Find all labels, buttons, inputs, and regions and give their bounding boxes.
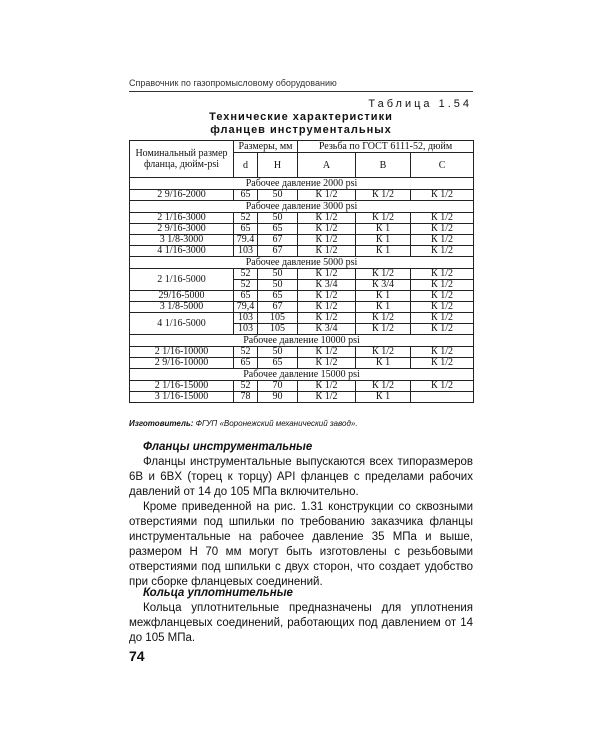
table-row [130, 302, 474, 313]
cell-h: 67 [258, 302, 298, 313]
group-title: Рабочее давление 5000 psi [130, 257, 474, 269]
group-row-15000 [130, 369, 474, 381]
cell-b: К 1 [356, 246, 411, 257]
cell-h: 50 [258, 190, 298, 201]
cell-d: 79.4 [234, 235, 258, 246]
cell-b: К 1 [356, 392, 411, 403]
cell-name: 4 1/16-3000 [130, 246, 234, 257]
cell-b: К 1/2 [356, 213, 411, 224]
header-c: C [411, 153, 474, 178]
cell-c: К 1/2 [411, 381, 474, 392]
cell-d: 78 [234, 392, 258, 403]
cell-c: К 1/2 [411, 213, 474, 224]
table-row [130, 381, 474, 392]
cell-c: К 1/2 [411, 224, 474, 235]
cell-c: К 1/2 [411, 280, 474, 291]
cell-a: К 1/2 [298, 347, 356, 358]
cell-c: К 1/2 [411, 269, 474, 280]
group-title: Рабочее давление 15000 psi [130, 369, 474, 381]
cell-a: К 1/2 [298, 381, 356, 392]
manufacturer-note [129, 419, 358, 428]
cell-h: 65 [258, 224, 298, 235]
group-row-5000 [130, 257, 474, 269]
cell-name: 2 9/16-3000 [130, 224, 234, 235]
cell-c: К 1/2 [411, 347, 474, 358]
cell-name: 4 1/16-5000 [130, 313, 234, 335]
cell-name: 2 9/16-2000 [130, 190, 234, 201]
header-h: H [258, 153, 298, 178]
section-instrument-flanges [129, 440, 473, 590]
cell-name: 2 1/16-15000 [130, 381, 234, 392]
table-row [130, 224, 474, 235]
cell-name: 2 1/16-3000 [130, 213, 234, 224]
cell-b: К 1 [356, 302, 411, 313]
cell-d: 52 [234, 280, 258, 291]
cell-a: К 1/2 [298, 213, 356, 224]
cell-h: 90 [258, 392, 298, 403]
cell-b: К 1/2 [356, 269, 411, 280]
cell-h: 67 [258, 235, 298, 246]
cell-b: К 1 [356, 235, 411, 246]
cell-a: К 1/2 [298, 269, 356, 280]
running-header [129, 78, 473, 92]
header-rule [129, 91, 473, 92]
group-title: Рабочее давление 3000 psi [130, 201, 474, 213]
group-row-3000 [130, 201, 474, 213]
cell-h: 67 [258, 246, 298, 257]
spec-table [129, 140, 474, 403]
group-title: Рабочее давление 2000 psi [130, 178, 474, 190]
group-row-10000 [130, 335, 474, 347]
table-row [130, 190, 474, 201]
manufacturer-label: Изготовитель: [129, 419, 194, 428]
cell-d: 65 [234, 224, 258, 235]
cell-c: К 1/2 [411, 302, 474, 313]
cell-h: 50 [258, 347, 298, 358]
table-row [130, 392, 474, 403]
paragraph: Кольца уплотнительные предназначены для уплотнения межфланцевых соединений, работающих под давлением от 14 до 105 МПа. [129, 602, 473, 644]
cell-name: 3 1/16-15000 [130, 392, 234, 403]
header-d: d [234, 153, 258, 178]
cell-c: К 1/2 [411, 246, 474, 257]
cell-a: К 1/2 [298, 291, 356, 302]
cell-b: К 1/2 [356, 381, 411, 392]
cell-a: К 1/2 [298, 302, 356, 313]
paragraph: Кроме приведенной на рис. 1.31 конструкции со сквозными отверстиями под шпильки по требованию заказчика фланцы инструментальные на рабочее давление 35 МПа и выше, размером H 70 мм могут быть изготовлены с резьбовыми отверстиями под шпильки с двух сторон, что создает удобство при сборке фланцевых соединений. [129, 501, 473, 588]
header-sizes: Размеры, мм [234, 141, 298, 153]
cell-c: К 1/2 [411, 291, 474, 302]
cell-c: К 1/2 [411, 190, 474, 201]
cell-c: К 1/2 [411, 324, 474, 335]
section-sealing-rings [129, 586, 473, 646]
cell-h: 65 [258, 358, 298, 369]
cell-a: К 1/2 [298, 246, 356, 257]
cell-c: К 1/2 [411, 235, 474, 246]
cell-name: 29/16-5000 [130, 291, 234, 302]
table-title [129, 111, 473, 137]
table-row [130, 213, 474, 224]
header-nominal-size: Номинальный размер фланца, дюйм-psi [130, 141, 234, 178]
group-title: Рабочее давление 10000 psi [130, 335, 474, 347]
cell-b: К 1 [356, 358, 411, 369]
cell-d: 52 [234, 269, 258, 280]
cell-name: 2 1/16-5000 [130, 269, 234, 291]
cell-d: 79,4 [234, 302, 258, 313]
header-thread: Резьба по ГОСТ 6111-52, дюйм [298, 141, 474, 153]
cell-d: 52 [234, 213, 258, 224]
table-row [130, 313, 474, 324]
cell-a: К 1/2 [298, 190, 356, 201]
cell-h: 105 [258, 324, 298, 335]
cell-d: 103 [234, 324, 258, 335]
cell-a: К 1/2 [298, 358, 356, 369]
running-header-title: Справочник по газопромысловому оборудованию [129, 78, 337, 88]
cell-h: 50 [258, 213, 298, 224]
cell-c: К 1/2 [411, 358, 474, 369]
cell-h: 105 [258, 313, 298, 324]
cell-b: К 1 [356, 291, 411, 302]
cell-a: К 1/2 [298, 235, 356, 246]
manufacturer-value: ФГУП «Воронежский механический завод». [195, 419, 358, 428]
group-row-2000 [130, 178, 474, 190]
table-row [130, 291, 474, 302]
section-heading: Фланцы инструментальные [143, 441, 313, 453]
cell-a: К 1/2 [298, 392, 356, 403]
cell-a: К 1/2 [298, 224, 356, 235]
table-row [130, 235, 474, 246]
cell-b: К 1/2 [356, 324, 411, 335]
table-title-line-2: фланцев инструментальных [210, 124, 392, 136]
cell-c: К 1/2 [411, 313, 474, 324]
cell-d: 103 [234, 313, 258, 324]
cell-name: 3 1/8-5000 [130, 302, 234, 313]
cell-a: К 3/4 [298, 280, 356, 291]
cell-a: К 3/4 [298, 324, 356, 335]
cell-b: К 1/2 [356, 347, 411, 358]
cell-a: К 1/2 [298, 313, 356, 324]
header-a: A [298, 153, 356, 178]
cell-name: 2 1/16-10000 [130, 347, 234, 358]
cell-d: 52 [234, 381, 258, 392]
cell-h: 50 [258, 280, 298, 291]
cell-d: 52 [234, 347, 258, 358]
cell-d: 65 [234, 291, 258, 302]
table-row [130, 347, 474, 358]
page-number: 74 [129, 648, 145, 664]
cell-b: К 1/2 [356, 190, 411, 201]
table-row [130, 269, 474, 280]
header-b: B [356, 153, 411, 178]
cell-name: 2 9/16-10000 [130, 358, 234, 369]
section-heading: Кольца уплотнительные [143, 587, 293, 599]
cell-d: 103 [234, 246, 258, 257]
table-row [130, 358, 474, 369]
cell-b: К 1 [356, 224, 411, 235]
cell-c [411, 392, 474, 403]
cell-d: 65 [234, 358, 258, 369]
table-row [130, 246, 474, 257]
cell-name: 3 1/8-3000 [130, 235, 234, 246]
table-label: Таблица 1.54 [368, 98, 472, 110]
cell-h: 70 [258, 381, 298, 392]
paragraph: Фланцы инструментальные выпускаются всех типоразмеров 6B и 6BX (торец к торцу) API фланцев с пределами рабочих давлений от 14 до 105 МПа включительно. [129, 456, 473, 498]
cell-b: К 3/4 [356, 280, 411, 291]
table-title-line-1: Технические характеристики [209, 111, 393, 123]
cell-h: 65 [258, 291, 298, 302]
cell-b: К 1/2 [356, 313, 411, 324]
cell-h: 50 [258, 269, 298, 280]
cell-d: 65 [234, 190, 258, 201]
